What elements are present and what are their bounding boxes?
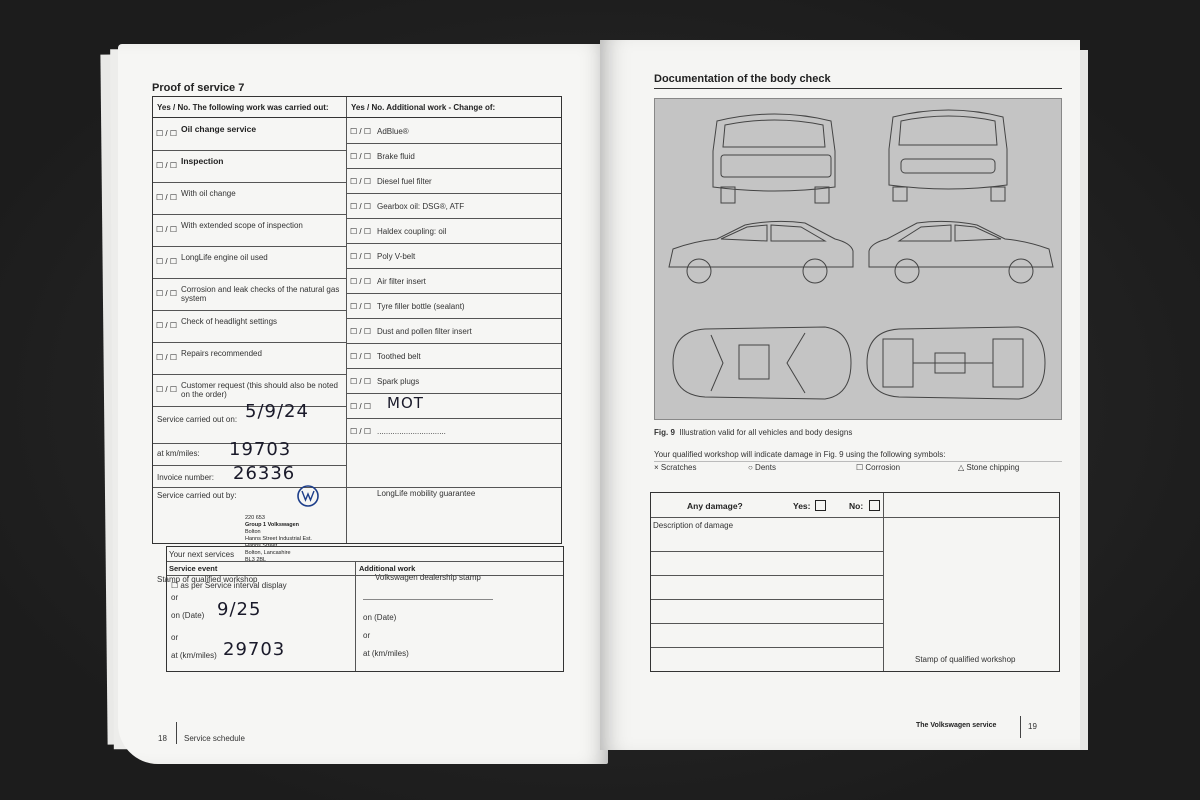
vw-logo-icon (297, 485, 319, 507)
footer-divider (176, 722, 177, 744)
blank-line (363, 599, 493, 600)
dealer-stamp-line: Bolton (245, 529, 261, 535)
yes-no-checkbox[interactable]: ☐ / ☐ (350, 202, 372, 211)
rule (654, 461, 1062, 462)
additional-work-row (347, 319, 561, 344)
dealer-stamp-line: Group 1 Volkswagen (245, 522, 299, 528)
vw-stamp-label: Volkswagen dealership stamp (375, 573, 481, 582)
service-item-row (153, 119, 346, 151)
service-item-label: LongLife engine oil used (181, 253, 268, 262)
car-right-side (869, 221, 1053, 283)
dealer-stamp-line: 220 653 (245, 515, 265, 521)
or-label: or (171, 633, 179, 642)
additional-work-label: Toothed belt (377, 352, 421, 361)
additional-work-label: Dust and pollen filter insert (377, 327, 472, 336)
yes-checkbox[interactable] (815, 500, 826, 511)
dealer-stamp-line: Bolton, Lancashire (245, 550, 291, 556)
next-date-value: 9/25 (217, 599, 262, 620)
yes-no-checkbox[interactable]: ☐ / ☐ (350, 352, 372, 361)
additional-work-row (347, 219, 561, 244)
symbol-scratches: × Scratches (654, 463, 697, 472)
additional-work-label: Air filter insert (377, 277, 426, 286)
additional-work-label: ............................... (377, 427, 446, 436)
yes-no-checkbox[interactable]: ☐ / ☐ (156, 225, 178, 234)
service-item-label: Inspection (181, 156, 224, 166)
next-services-title: Your next services (169, 550, 235, 559)
additional-work-label: Gearbox oil: DSG®, ATF (377, 202, 465, 211)
additional-work-row (347, 294, 561, 319)
additional-work-row (347, 419, 561, 444)
footer-page-number: 18 (158, 734, 167, 743)
additional-work-row (347, 169, 561, 194)
additional-work-row (347, 344, 561, 369)
yes-label: Yes: (793, 501, 811, 511)
service-item-label: Repairs recommended (181, 349, 262, 358)
yes-no-checkbox[interactable]: ☐ / ☐ (350, 177, 372, 186)
description-label: Description of damage (653, 521, 734, 530)
service-item-row (153, 343, 346, 375)
additional-work-row (347, 144, 561, 169)
yes-no-checkbox[interactable]: ☐ / ☐ (156, 289, 178, 298)
yes-no-checkbox[interactable]: ☐ / ☐ (350, 127, 372, 136)
additional-work-row (347, 119, 561, 144)
service-item-row (153, 279, 346, 311)
yes-no-checkbox[interactable]: ☐ / ☐ (350, 327, 372, 336)
additional-work-row (347, 194, 561, 219)
symbol-stone-chipping: △ Stone chipping (958, 463, 1020, 472)
additional-work-label: Brake fluid (377, 152, 415, 161)
or-label: or (171, 593, 179, 602)
next-km-label: at (km/miles) (171, 651, 217, 660)
yes-no-checkbox[interactable]: ☐ / ☐ (350, 427, 372, 436)
service-item-row (153, 215, 346, 247)
service-date-label: Service carried out on: (157, 415, 238, 424)
service-item-label: Check of headlight settings (181, 317, 278, 326)
additional-work-row (347, 269, 561, 294)
dealer-stamp-line: BL3 2BL (245, 557, 267, 563)
yes-no-checkbox[interactable]: ☐ / ☐ (156, 321, 178, 330)
longlife-label: LongLife mobility guarantee (377, 489, 476, 498)
page-title: Proof of service 7 (152, 82, 245, 94)
invoice-value: 26336 (233, 463, 296, 484)
figure-caption: Fig. 9 Illustration valid for all vehicles and body designs (654, 428, 853, 437)
carried-out-by-label: Service carried out by: (157, 491, 237, 500)
or-label: or (363, 631, 371, 640)
km-value: 19703 (229, 439, 292, 460)
no-label: No: (849, 501, 864, 511)
stamp-label: Stamp of qualified workshop (157, 575, 258, 584)
yes-no-checkbox[interactable]: ☐ / ☐ (350, 152, 372, 161)
symbol-corrosion: ☐ Corrosion (856, 463, 901, 472)
right-page (600, 40, 1080, 750)
page-title: Documentation of the body check (654, 73, 831, 85)
yes-no-checkbox[interactable]: ☐ / ☐ (156, 257, 178, 266)
service-date-value: 5/9/24 (245, 401, 309, 422)
yes-no-checkbox[interactable]: ☐ / ☐ (350, 302, 372, 311)
add-date-label: on (Date) (363, 613, 397, 622)
additional-work-label: AdBlue® (377, 127, 409, 136)
yes-no-checkbox[interactable]: ☐ / ☐ (156, 353, 178, 362)
service-event-header: Service event (169, 564, 218, 573)
car-diagrams (655, 99, 1063, 421)
additional-work-label: MOT (387, 394, 424, 412)
footer-text: Service schedule (184, 734, 245, 743)
service-item-row (153, 311, 346, 343)
yes-no-checkbox[interactable]: ☐ / ☐ (350, 227, 372, 236)
yes-no-checkbox[interactable]: ☐ / ☐ (350, 277, 372, 286)
service-item-label: With oil change (181, 189, 236, 198)
additional-work-label: Tyre filler bottle (sealant) (377, 302, 465, 311)
additional-work-row (347, 244, 561, 269)
yes-no-checkbox[interactable]: ☐ / ☐ (156, 161, 178, 170)
per-display-option: ☐ as per Service interval display (171, 581, 287, 590)
additional-work-row (347, 394, 561, 419)
service-item-row (153, 151, 346, 183)
service-item-row (153, 247, 346, 279)
add-km-label: at (km/miles) (363, 649, 409, 658)
yes-no-checkbox[interactable]: ☐ / ☐ (156, 129, 178, 138)
car-left-side (669, 221, 853, 283)
yes-no-checkbox[interactable]: ☐ / ☐ (156, 193, 178, 202)
service-item-label: With extended scope of inspection (181, 221, 303, 230)
dealer-stamp-line: Hanns Street Industrial Est. (245, 536, 312, 542)
next-km-value: 29703 (223, 639, 286, 660)
next-date-label: on (Date) (171, 611, 205, 620)
additional-work-label: Spark plugs (377, 377, 420, 386)
col1-header: Yes / No. The following work was carried out: (157, 103, 329, 112)
additional-work-label: Poly V-belt (377, 252, 416, 261)
km-label: at km/miles: (157, 449, 200, 458)
yes-no-checkbox[interactable]: ☐ / ☐ (350, 377, 372, 386)
next-services-box (166, 546, 564, 672)
stamp-label: Stamp of qualified workshop (915, 655, 1016, 664)
invoice-label: Invoice number: (157, 473, 214, 482)
yes-no-checkbox[interactable]: ☐ / ☐ (350, 402, 372, 411)
footer-page-number: 19 (1028, 722, 1037, 731)
damage-table (650, 492, 1060, 672)
yes-no-checkbox[interactable]: ☐ / ☐ (156, 385, 178, 394)
dealer-stamp-line: Hanns Street (245, 543, 278, 549)
car-top-view (673, 327, 851, 399)
any-damage-label: Any damage? (687, 501, 743, 511)
service-item-label: Oil change service (181, 124, 257, 134)
symbol-dents: ○ Dents (748, 463, 776, 472)
additional-work-row (347, 369, 561, 394)
car-rear-view (713, 114, 835, 203)
car-underbody-view (867, 327, 1045, 399)
col2-header: Yes / No. Additional work - Change of: (351, 103, 496, 112)
service-item-row (153, 183, 346, 215)
left-page (118, 44, 608, 764)
service-item-label: Corrosion and leak checks of the natural gas system (181, 285, 340, 303)
yes-no-checkbox[interactable]: ☐ / ☐ (350, 252, 372, 261)
footer-divider (1020, 716, 1021, 738)
additional-work-header: Additional work (359, 564, 416, 573)
service-item-label: Customer request (this should also be noted on the order) (181, 381, 338, 399)
additional-work-label: Diesel fuel filter (377, 177, 432, 186)
title-rule (654, 88, 1062, 89)
car-front-view (889, 110, 1007, 201)
body-check-figure (654, 98, 1062, 420)
symbols-intro: Your qualified workshop will indicate damage in Fig. 9 using the following symbols: (654, 450, 946, 459)
additional-work-label: Haldex coupling: oil (377, 227, 447, 236)
no-checkbox[interactable] (869, 500, 880, 511)
footer-text: The Volkswagen service (916, 722, 997, 729)
